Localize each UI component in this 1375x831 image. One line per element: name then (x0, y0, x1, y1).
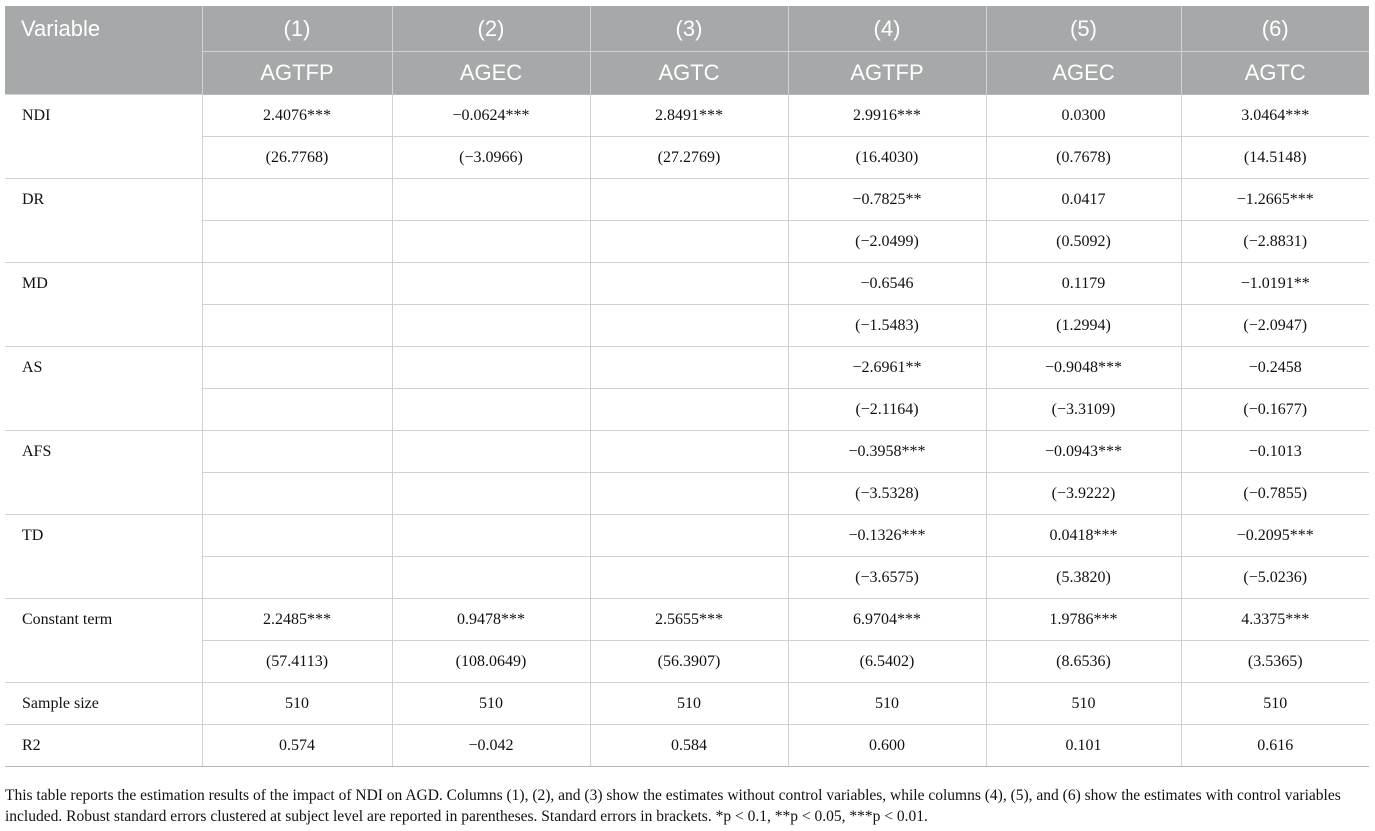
header-col-number: (3) (590, 6, 788, 52)
std-error-cell (590, 221, 788, 263)
summary-cell: 510 (590, 683, 788, 725)
std-error-cell: (−5.0236) (1181, 557, 1369, 599)
estimate-cell: −0.6546 (788, 263, 986, 305)
std-error-cell: (27.2769) (590, 137, 788, 179)
summary-cell: 510 (1181, 683, 1369, 725)
estimate-cell: 3.0464*** (1181, 95, 1369, 137)
summary-cell: 510 (788, 683, 986, 725)
summary-cell: 510 (392, 683, 590, 725)
std-error-cell: (−3.3109) (986, 389, 1181, 431)
std-error-cell: (−3.9222) (986, 473, 1181, 515)
std-error-cell: (−2.0499) (788, 221, 986, 263)
table-row-summary (5, 725, 1369, 767)
header-col-number: (1) (202, 6, 392, 52)
estimate-cell: −2.6961** (788, 347, 986, 389)
estimate-cell: 2.2485*** (202, 599, 392, 641)
summary-cell: 0.101 (986, 725, 1181, 767)
estimate-cell: 2.4076*** (202, 95, 392, 137)
std-error-cell (202, 221, 392, 263)
summary-cell: 0.584 (590, 725, 788, 767)
estimate-cell: 0.0418*** (986, 515, 1181, 557)
std-error-cell: (0.7678) (986, 137, 1181, 179)
estimate-cell (590, 515, 788, 557)
estimate-cell (392, 179, 590, 221)
std-error-cell (392, 473, 590, 515)
header-col-number: (6) (1181, 6, 1369, 52)
summary-cell: 510 (986, 683, 1181, 725)
estimate-cell (202, 431, 392, 473)
estimate-cell (590, 347, 788, 389)
std-error-cell: (3.5365) (1181, 641, 1369, 683)
header-col-number: (5) (986, 6, 1181, 52)
row-label: MD (5, 263, 202, 347)
row-label: Sample size (5, 683, 202, 725)
std-error-cell (590, 305, 788, 347)
header-variable: Variable (5, 6, 202, 95)
std-error-cell: (8.6536) (986, 641, 1181, 683)
estimate-cell: 2.5655*** (590, 599, 788, 641)
estimate-cell (202, 179, 392, 221)
std-error-cell: (−3.5328) (788, 473, 986, 515)
std-error-cell: (6.5402) (788, 641, 986, 683)
table-row-estimate (5, 431, 1369, 473)
summary-cell: 0.616 (1181, 725, 1369, 767)
std-error-cell: (26.7768) (202, 137, 392, 179)
estimate-cell: −0.9048*** (986, 347, 1181, 389)
std-error-cell: (57.4113) (202, 641, 392, 683)
table-row-summary (5, 683, 1369, 725)
std-error-cell: (−0.7855) (1181, 473, 1369, 515)
header-col-name: AGTFP (788, 52, 986, 95)
std-error-cell (590, 473, 788, 515)
estimate-cell (590, 263, 788, 305)
table-row-estimate (5, 263, 1369, 305)
std-error-cell (392, 557, 590, 599)
table-row-std-error (5, 305, 1369, 347)
std-error-cell (392, 389, 590, 431)
header-row-names (5, 52, 1369, 95)
std-error-cell (590, 557, 788, 599)
row-label: AS (5, 347, 202, 431)
std-error-cell (202, 305, 392, 347)
header-col-name: AGTC (1181, 52, 1369, 95)
row-label: AFS (5, 431, 202, 515)
std-error-cell: (−1.5483) (788, 305, 986, 347)
summary-cell: −0.042 (392, 725, 590, 767)
regression-results-table (5, 6, 1369, 767)
std-error-cell: (−2.0947) (1181, 305, 1369, 347)
std-error-cell: (56.3907) (590, 641, 788, 683)
table-row-estimate (5, 599, 1369, 641)
estimate-cell: −0.3958*** (788, 431, 986, 473)
estimate-cell: −0.2095*** (1181, 515, 1369, 557)
std-error-cell: (0.5092) (986, 221, 1181, 263)
estimate-cell (392, 347, 590, 389)
header-col-number: (2) (392, 6, 590, 52)
estimate-cell (392, 515, 590, 557)
summary-cell: 0.600 (788, 725, 986, 767)
header-col-number: (4) (788, 6, 986, 52)
table-row-estimate (5, 95, 1369, 137)
table-row-estimate (5, 515, 1369, 557)
std-error-cell (202, 473, 392, 515)
table-row-std-error (5, 473, 1369, 515)
std-error-cell: (−2.8831) (1181, 221, 1369, 263)
std-error-cell: (−2.1164) (788, 389, 986, 431)
estimate-cell (392, 431, 590, 473)
estimate-cell: 0.9478*** (392, 599, 590, 641)
estimate-cell (590, 431, 788, 473)
estimate-cell (392, 263, 590, 305)
estimate-cell: −0.1326*** (788, 515, 986, 557)
std-error-cell: (−3.0966) (392, 137, 590, 179)
estimate-cell: −1.2665*** (1181, 179, 1369, 221)
estimate-cell: 0.1179 (986, 263, 1181, 305)
std-error-cell: (1.2994) (986, 305, 1181, 347)
std-error-cell: (−3.6575) (788, 557, 986, 599)
estimate-cell (590, 179, 788, 221)
estimate-cell (202, 515, 392, 557)
estimate-cell: −0.2458 (1181, 347, 1369, 389)
estimate-cell: −1.0191** (1181, 263, 1369, 305)
std-error-cell (202, 557, 392, 599)
regression-table-container (5, 6, 1369, 827)
estimate-cell: −0.7825** (788, 179, 986, 221)
estimate-cell: 1.9786*** (986, 599, 1181, 641)
std-error-cell: (−0.1677) (1181, 389, 1369, 431)
std-error-cell: (108.0649) (392, 641, 590, 683)
table-row-std-error (5, 221, 1369, 263)
estimate-cell: −0.0943*** (986, 431, 1181, 473)
header-col-name: AGTFP (202, 52, 392, 95)
table-body (5, 95, 1369, 767)
row-label: DR (5, 179, 202, 263)
header-col-name: AGEC (986, 52, 1181, 95)
row-label: R2 (5, 725, 202, 767)
table-row-estimate (5, 347, 1369, 389)
estimate-cell (202, 263, 392, 305)
table-row-std-error (5, 557, 1369, 599)
estimate-cell: 0.0417 (986, 179, 1181, 221)
table-row-std-error (5, 137, 1369, 179)
summary-cell: 0.574 (202, 725, 392, 767)
header-col-name: AGEC (392, 52, 590, 95)
estimate-cell: 4.3375*** (1181, 599, 1369, 641)
estimate-cell: −0.0624*** (392, 95, 590, 137)
table-row-std-error (5, 641, 1369, 683)
std-error-cell (590, 389, 788, 431)
header-row-numbers (5, 6, 1369, 52)
row-label: Constant term (5, 599, 202, 683)
std-error-cell (392, 221, 590, 263)
summary-cell: 510 (202, 683, 392, 725)
table-row-std-error (5, 389, 1369, 431)
estimate-cell: 2.8491*** (590, 95, 788, 137)
estimate-cell: 0.0300 (986, 95, 1181, 137)
row-label: TD (5, 515, 202, 599)
std-error-cell: (14.5148) (1181, 137, 1369, 179)
std-error-cell: (16.4030) (788, 137, 986, 179)
std-error-cell: (5.3820) (986, 557, 1181, 599)
row-label: NDI (5, 95, 202, 179)
table-row-estimate (5, 179, 1369, 221)
estimate-cell: 2.9916*** (788, 95, 986, 137)
table-header (5, 6, 1369, 95)
estimate-cell: −0.1013 (1181, 431, 1369, 473)
std-error-cell (392, 305, 590, 347)
std-error-cell (202, 389, 392, 431)
table-footnote: This table reports the estimation results of the impact of NDI on AGD. Columns (1), (2), and (3) show the estimates without control variables, while columns (4), (5), and (6) show the estimates with control variables included. Robust standard errors clustered at subject level are reported in parentheses. Standard errors in brackets. *p < 0.1, **p < 0.05, ***p < 0.01. (5, 787, 1341, 825)
estimate-cell (202, 347, 392, 389)
header-col-name: AGTC (590, 52, 788, 95)
estimate-cell: 6.9704*** (788, 599, 986, 641)
